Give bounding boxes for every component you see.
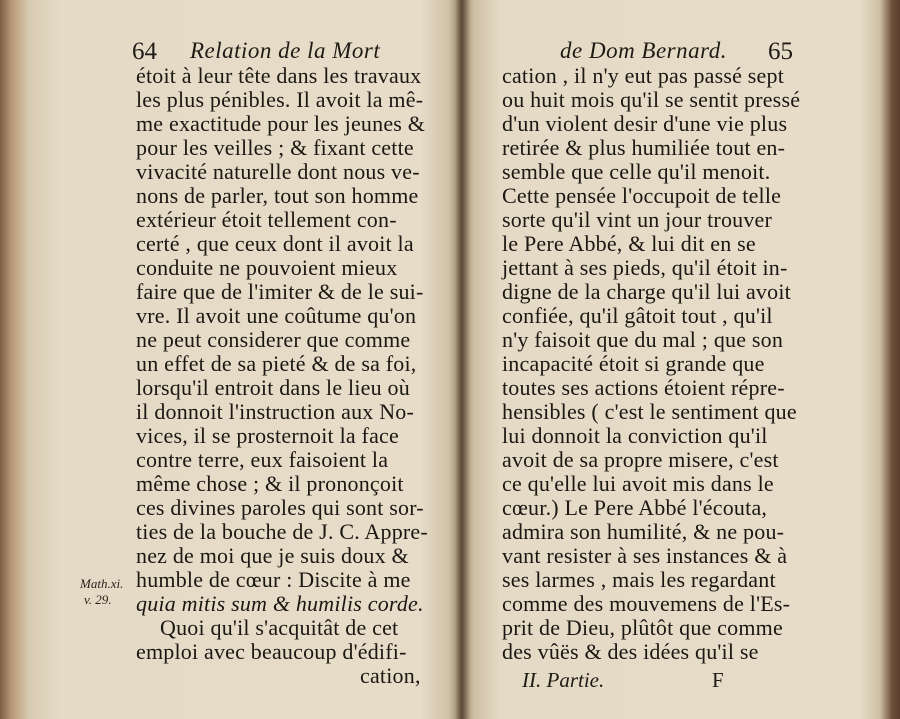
left-line: pour les veilles ; & fixant cette xyxy=(136,135,414,160)
right-line: retirée & plus humiliée tout en- xyxy=(502,135,786,160)
right-line: cœur.) Le Pere Abbé l'écouta, xyxy=(502,495,768,520)
left-line: ties de la bouche de J. C. Appre- xyxy=(136,519,428,544)
left-line: ne peut considerer que comme xyxy=(136,327,411,352)
left-line: me exactitude pour les jeunes & xyxy=(136,111,426,136)
right-line: ses larmes , mais les regardant xyxy=(502,567,776,592)
left-line: certé , que ceux dont il avoit la xyxy=(136,231,414,256)
right-line: lui donnoit la conviction qu'il xyxy=(502,423,768,448)
left-line: même chose ; & il prononçoit xyxy=(136,471,404,496)
right-line: prit de Dieu, plûtôt que comme xyxy=(502,615,783,640)
left-line: conduite ne pouvoient mieux xyxy=(136,255,398,280)
right-line: ce qu'elle lui avoit mis dans le xyxy=(502,471,774,496)
left-line: il donnoit l'instruction aux No- xyxy=(136,399,415,424)
margin-note: Math.xi. xyxy=(80,576,124,591)
right-folio: 65 xyxy=(768,38,793,65)
right-line: digne de la charge qu'il lui avoit xyxy=(502,279,791,304)
left-running-head: Relation de la Mort xyxy=(190,38,381,63)
right-line: n'y faisoit que du mal ; que son xyxy=(502,327,784,352)
left-folio: 64 xyxy=(132,38,157,65)
left-line: vre. Il avoit une coûtume qu'on xyxy=(136,303,417,328)
right-line: Cette pensée l'occupoit de telle xyxy=(502,183,782,208)
right-line: confiée, qu'il gâtoit tout , qu'il xyxy=(502,303,773,328)
left-line: humble de cœur : Discite à me xyxy=(136,567,411,592)
right-page xyxy=(464,0,884,719)
right-line: des vûës & des idées qu'il se xyxy=(502,639,759,664)
right-line: incapacité étoit si grande que xyxy=(502,351,765,376)
left-catchword: cation, xyxy=(360,663,421,688)
right-line: jettant à ses pieds, qu'il étoit in- xyxy=(502,255,788,280)
right-line: admira son humilité, & ne pou- xyxy=(502,519,785,544)
right-line: vant resister à ses instances & à xyxy=(502,543,788,568)
right-line: cation , il n'y eut pas passé sept xyxy=(502,63,785,88)
left-line: vices, il se prosternoit la face xyxy=(136,423,399,448)
right-line: ou huit mois qu'il se sentit pressé xyxy=(502,87,801,112)
signature-mark: F xyxy=(712,668,724,692)
left-line: nez de moi que je suis doux & xyxy=(136,543,409,568)
left-line: contre terre, eux faisoient la xyxy=(136,447,389,472)
right-running-head: de Dom Bernard. xyxy=(560,38,727,63)
left-line: nons de parler, tout son homme xyxy=(136,183,419,208)
left-line-latin: quia mitis sum & humilis corde. xyxy=(136,591,424,616)
left-line: faire que de l'imiter & de le sui- xyxy=(136,279,424,304)
margin-note: v. 29. xyxy=(84,592,112,607)
right-line: semble que celle qu'il menoit. xyxy=(502,159,771,184)
right-line: avoit de sa propre misere, c'est xyxy=(502,447,779,472)
left-line: Quoi qu'il s'acquitât de cet xyxy=(160,615,399,640)
right-line: hensibles ( c'est le sentiment que xyxy=(502,399,797,424)
right-line: le Pere Abbé, & lui dit en se xyxy=(502,231,756,256)
left-line: extérieur étoit tellement con- xyxy=(136,207,397,232)
right-line: toutes ses actions étoient répre- xyxy=(502,375,785,400)
right-line: d'un violent desir d'une vie plus xyxy=(502,111,788,136)
left-line: étoit à leur tête dans les travaux xyxy=(136,63,422,88)
left-line: un effet de sa pieté & de sa foi, xyxy=(136,351,417,376)
left-line: emploi avec beaucoup d'édifi- xyxy=(136,639,407,664)
right-line: comme des mouvemens de l'Es- xyxy=(502,591,791,616)
right-line: sorte qu'il vint un jour trouver xyxy=(502,207,773,232)
left-line: vivacité naturelle dont nous ve- xyxy=(136,159,420,184)
signature-line: II. Partie. xyxy=(522,668,605,692)
left-line: lorsqu'il entroit dans le lieu où xyxy=(136,375,410,400)
left-line: les plus pénibles. Il avoit la mê- xyxy=(136,87,424,112)
left-page xyxy=(20,0,458,719)
left-line: ces divines paroles qui sont sor- xyxy=(136,495,424,520)
